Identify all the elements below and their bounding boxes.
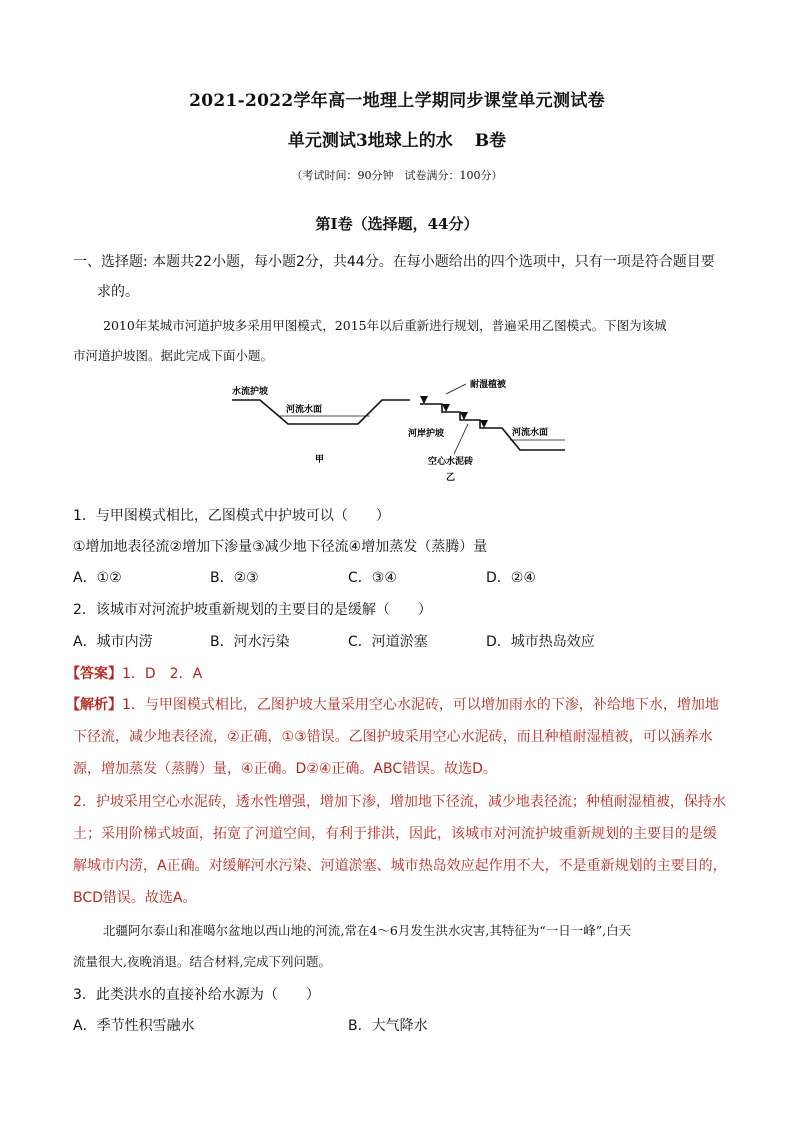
q1-option-a: A．①② xyxy=(73,570,122,586)
q3-option-a: A．季节性积雪融水 xyxy=(73,1018,195,1034)
q2-option-a: A．城市内涝 xyxy=(73,634,153,650)
q2-option-b: B．河水污染 xyxy=(210,634,290,650)
river-slope-diagram xyxy=(220,372,580,492)
q2-option-d: D．城市热岛效应 xyxy=(486,634,595,650)
plant-leader-line xyxy=(446,384,466,394)
q1-stem: 1．与甲图模式相比，乙图模式中护坡可以（ ） xyxy=(73,508,390,524)
yi-channel-outline xyxy=(420,404,565,450)
q1-statements: ①增加地表径流②增加下渗量③减少地下径流④增加蒸发（蒸腾）量 xyxy=(73,539,488,555)
passage2-line1: 北疆阿尔泰山和准噶尔盆地以西山地的河流,常在4～6月发生洪水灾害,其特征为“一日一峰”,白天 xyxy=(103,923,632,938)
passage1-line1: 2010年某城市河道护坡多采用甲图模式，2015年以后重新进行规划，普遍采用乙图模式。下图为该城 xyxy=(103,318,667,333)
analysis-line1 xyxy=(66,695,726,715)
q3-option-b: B．大气降水 xyxy=(348,1018,428,1034)
analysis-text-1: 1．与甲图模式相比，乙图护坡大量采用空心水泥砖，可以增加雨水的下渗，补给地下水，增加地 xyxy=(122,697,719,713)
exam-title: 2021-2022学年高一地理上学期同步课堂单元测试卷 xyxy=(189,91,605,111)
q2-stem: 2．该城市对河流护坡重新规划的主要目的是缓解（ ） xyxy=(73,602,432,618)
jia-label-slope: 水流护坡 xyxy=(232,387,269,397)
answer-label: 【答案】 xyxy=(66,666,122,682)
analysis-line7: BCD错误。故选A。 xyxy=(73,890,197,906)
analysis-label: 【解析】 xyxy=(66,697,122,713)
q1-option-b: B．②③ xyxy=(210,570,259,586)
exam-subtitle xyxy=(0,126,794,151)
analysis-line3: 源，增加蒸发（蒸腾）量，④正确。D②④正确。ABC错误。故选D。 xyxy=(73,761,497,777)
subtitle-unit: 单元测试3地球上的水 xyxy=(287,131,453,151)
brick-leader-line xyxy=(454,424,468,454)
q3-stem: 3．此类洪水的直接补给水源为（ ） xyxy=(73,987,320,1003)
yi-label-water: 河流水面 xyxy=(512,428,549,438)
yi-label-brick: 空心水泥砖 xyxy=(428,457,474,467)
q2-option-c: C．河道淤塞 xyxy=(348,634,428,650)
analysis-line6: 解城市内涝，A正确。对缓解河水污染、河道淤塞、城市热岛效应起作用不大，不是重新规划的主要目的， xyxy=(73,858,727,874)
section-title: 第Ⅰ卷（选择题，44分） xyxy=(315,215,479,233)
jia-caption: 甲 xyxy=(315,455,325,465)
answer-line xyxy=(66,664,726,684)
yi-caption: 乙 xyxy=(446,473,456,483)
answer-text: 1．D 2．A xyxy=(122,666,203,682)
q1-option-c: C．③④ xyxy=(348,570,397,586)
jia-label-water: 河流水面 xyxy=(286,405,323,415)
q1-option-d: D．②④ xyxy=(486,570,536,586)
yi-label-bank: 河岸护坡 xyxy=(408,429,445,439)
analysis-line5: 土；采用阶梯式坡面，拓宽了河道空间，有利于排洪，因此，该城市对河流护坡重新规划的主要目的是缓 xyxy=(73,826,717,842)
yi-label-plant: 耐湿植被 xyxy=(470,380,507,390)
analysis-line4: 2．护坡采用空心水泥砖，透水性增强，增加下渗，增加地下径流，减少地表径流；种植耐湿植被，保持水 xyxy=(73,794,726,810)
passage2-line2: 流量很大,夜晚消退。结合材料,完成下列问题。 xyxy=(73,954,331,969)
instructions-line1: 一、选择题: 本题共22小题，每小题2分，共44分。在每小题给出的四个选项中，只有一项是符合题目要 xyxy=(73,254,715,270)
passage1-line2: 市河道护坡图。据此完成下面小题。 xyxy=(73,348,274,363)
analysis-line2: 下径流，减少地表径流，②正确，①③错误。乙图护坡采用空心水泥砖，而且种植耐湿植被，可以涵养水 xyxy=(73,729,713,745)
instructions-line2: 求的。 xyxy=(97,284,139,300)
subtitle-volume: B卷 xyxy=(474,131,507,151)
exam-meta: （考试时间：90分钟 试卷满分：100分） xyxy=(291,169,503,182)
